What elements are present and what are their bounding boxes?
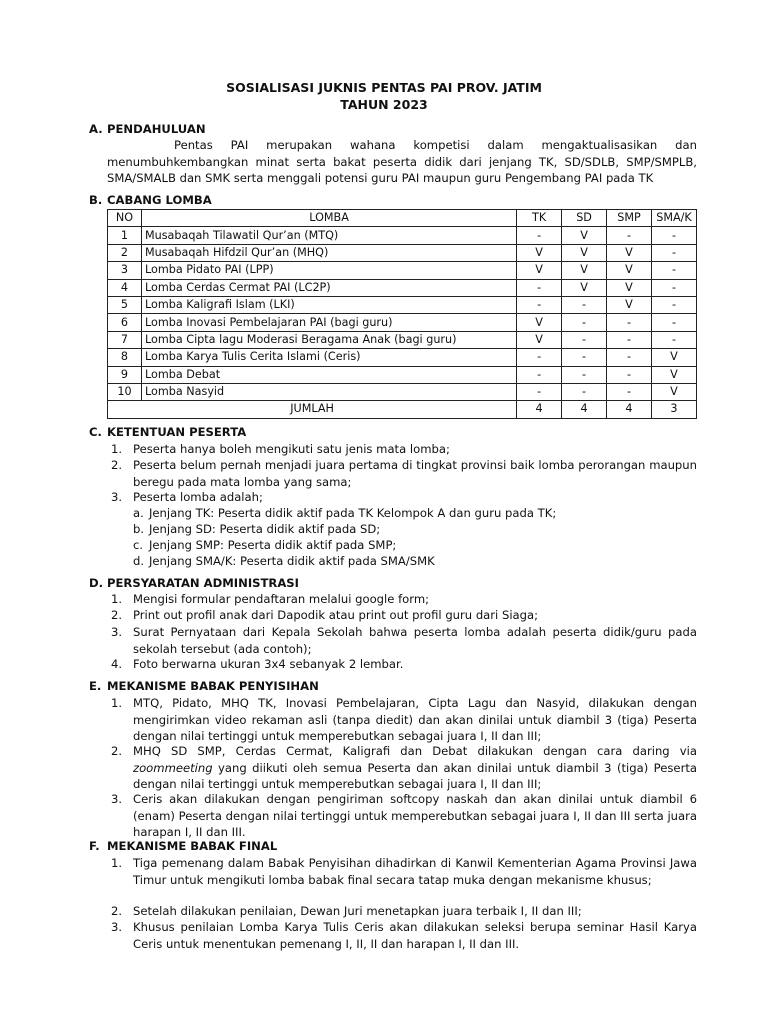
sub-list-item bbox=[133, 521, 693, 538]
list-item-text: Mengisi formular pendaftaran melalui google form; bbox=[133, 592, 430, 606]
row-sd: - bbox=[562, 296, 607, 313]
sub-list-item-text: Jenjang SD: Peserta didik aktif pada SD; bbox=[149, 522, 381, 536]
total-sd: 4 bbox=[562, 401, 607, 418]
row-smp: V bbox=[607, 262, 652, 279]
list-item bbox=[111, 791, 697, 841]
list-item bbox=[111, 624, 697, 657]
row-number: 10 bbox=[108, 383, 142, 400]
row-smp: - bbox=[607, 366, 652, 383]
row-tk: V bbox=[517, 244, 562, 261]
list-item-number: 2. bbox=[111, 458, 123, 472]
list-item bbox=[111, 855, 697, 888]
list-item bbox=[111, 591, 697, 608]
col-header-sma: SMA/K bbox=[651, 210, 696, 227]
row-smp: - bbox=[607, 383, 652, 400]
section-e-title: MEKANISME BABAK PENYISIHAN bbox=[107, 679, 319, 693]
row-smp: V bbox=[607, 244, 652, 261]
list-item-text: Setelah dilakukan penilaian, Dewan Juri menetapkan juara terbaik I, II dan III; bbox=[133, 904, 582, 918]
row-sd: - bbox=[562, 314, 607, 331]
list-item-text: Tiga pemenang dalam Babak Penyisihan dihadirkan di Kanwil Kementerian Agama Provinsi Jawa Timur untuk mengikuti lomba babak final secara tatap muka dengan mekanisme khusus; bbox=[133, 856, 697, 887]
table-header-row bbox=[108, 210, 697, 227]
row-smp: - bbox=[607, 349, 652, 366]
table-row bbox=[108, 262, 697, 279]
total-smp: 4 bbox=[607, 401, 652, 418]
lomba-table bbox=[107, 209, 697, 419]
list-item-text: Peserta belum pernah menjadi juara pertama di tingkat provinsi baik lomba perorangan maupun beregu pada mata lomba yang sama; bbox=[133, 458, 697, 489]
total-tk: 4 bbox=[517, 401, 562, 418]
section-a-title: PENDAHULUAN bbox=[107, 122, 206, 136]
list-item-number: 3. bbox=[111, 625, 123, 639]
row-number: 4 bbox=[108, 279, 142, 296]
list-item-text: Ceris akan dilakukan dengan pengiriman softcopy naskah dan akan dinilai untuk diambil 6 (enam) Peserta dengan nilai tertinggi untuk memperebutkan sebagai juara I, II dan III serta juara harapan I, II dan III. bbox=[133, 792, 697, 839]
list-item-text: MTQ, Pidato, MHQ TK, Inovasi Pembelajaran, Cipta Lagu dan Nasyid, dilakukan dengan mengirimkan video rekaman asli (tanpa diedit) dan akan dinilai untuk diambil 3 (tiga) Peserta dengan nilai tertinggi untuk memperebutkan sebagai juara I, II dan III; bbox=[133, 696, 697, 743]
row-tk: - bbox=[517, 383, 562, 400]
row-tk: - bbox=[517, 349, 562, 366]
row-sma: V bbox=[651, 366, 696, 383]
row-smp: - bbox=[607, 227, 652, 244]
row-lomba: Musabaqah Tilawatil Qur’an (MTQ) bbox=[141, 227, 516, 244]
list-item bbox=[111, 919, 697, 952]
list-item bbox=[111, 695, 697, 745]
table-row bbox=[108, 349, 697, 366]
section-d-heading bbox=[89, 575, 299, 592]
row-number: 8 bbox=[108, 349, 142, 366]
table-row bbox=[108, 296, 697, 313]
list-item-text bbox=[133, 743, 697, 793]
row-sma: - bbox=[651, 244, 696, 261]
row-sd: V bbox=[562, 262, 607, 279]
list-item bbox=[111, 656, 697, 673]
doc-year: TAHUN 2023 bbox=[340, 97, 428, 112]
section-a-heading bbox=[89, 121, 206, 138]
list-item bbox=[111, 743, 697, 793]
list-item-text-part: yang diikuti oleh semua Peserta dan akan dinilai untuk diambil 3 (tiga) Peserta dengan nilai tertinggi untuk memperebutkan sebagai juara I, II dan III; bbox=[133, 760, 697, 791]
row-sma: - bbox=[651, 314, 696, 331]
list-item-text-italic: zoommeeting bbox=[133, 760, 213, 775]
list-item-number: 1. bbox=[111, 856, 123, 870]
row-number: 5 bbox=[108, 296, 142, 313]
sub-list-item-text: Jenjang SMA/K: Peserta didik aktif pada SMA/SMK bbox=[149, 554, 435, 568]
section-c-key: C. bbox=[89, 425, 102, 439]
list-item bbox=[111, 457, 697, 490]
table-row bbox=[108, 366, 697, 383]
row-tk: - bbox=[517, 279, 562, 296]
total-label: JUMLAH bbox=[108, 401, 517, 418]
list-item-number: 3. bbox=[111, 920, 123, 934]
list-item-text: Surat Pernyataan dari Kepala Sekolah bahwa peserta lomba adalah peserta didik/guru pada sekolah tersebut (ada contoh); bbox=[133, 625, 697, 656]
list-item bbox=[111, 607, 697, 624]
row-tk: V bbox=[517, 331, 562, 348]
list-item-number: 1. bbox=[111, 696, 123, 710]
row-sma: - bbox=[651, 262, 696, 279]
row-lomba: Lomba Cipta lagu Moderasi Beragama Anak (bagi guru) bbox=[141, 331, 516, 348]
list-item bbox=[111, 441, 697, 458]
row-sma: - bbox=[651, 296, 696, 313]
list-item-number: 1. bbox=[111, 442, 123, 456]
list-item-number: 1. bbox=[111, 592, 123, 606]
section-f-title: MEKANISME BABAK FINAL bbox=[107, 839, 278, 853]
row-number: 9 bbox=[108, 366, 142, 383]
row-sma: - bbox=[651, 279, 696, 296]
list-item-text: Print out profil anak dari Dapodik atau print out profil guru dari Siaga; bbox=[133, 608, 539, 622]
col-header-tk: TK bbox=[517, 210, 562, 227]
list-item-number: 2. bbox=[111, 608, 123, 622]
list-item-number: 4. bbox=[111, 657, 123, 671]
row-lomba: Lomba Cerdas Cermat PAI (LC2P) bbox=[141, 279, 516, 296]
row-sma: - bbox=[651, 331, 696, 348]
list-item bbox=[111, 489, 697, 506]
table-total-row bbox=[108, 401, 697, 418]
col-header-smp: SMP bbox=[607, 210, 652, 227]
row-sd: V bbox=[562, 279, 607, 296]
table-row bbox=[108, 331, 697, 348]
row-smp: - bbox=[607, 314, 652, 331]
list-item-text: Peserta hanya boleh mengikuti satu jenis mata lomba; bbox=[133, 442, 450, 456]
section-f-heading bbox=[89, 838, 277, 855]
row-lomba: Musabaqah Hifdzil Qur’an (MHQ) bbox=[141, 244, 516, 261]
row-sma: - bbox=[651, 227, 696, 244]
row-sd: - bbox=[562, 383, 607, 400]
row-tk: - bbox=[517, 296, 562, 313]
section-f-key: F. bbox=[89, 839, 100, 853]
table-row bbox=[108, 383, 697, 400]
row-sd: - bbox=[562, 349, 607, 366]
col-header-no: NO bbox=[108, 210, 142, 227]
sub-list-item-letter: b. bbox=[133, 522, 145, 536]
row-sd: - bbox=[562, 331, 607, 348]
section-c-heading bbox=[89, 424, 246, 441]
row-smp: V bbox=[607, 296, 652, 313]
sub-list-item bbox=[133, 553, 693, 570]
row-smp: - bbox=[607, 331, 652, 348]
table-row bbox=[108, 279, 697, 296]
list-item-text: Peserta lomba adalah; bbox=[133, 490, 263, 504]
list-item-number: 2. bbox=[111, 744, 123, 758]
list-item-text: Khusus penilaian Lomba Karya Tulis Ceris akan dilakukan seleksi berupa seminar Hasil Karya Ceris untuk menentukan pemenang I, II, II dan harapan I, II dan III. bbox=[133, 920, 697, 951]
row-tk: - bbox=[517, 366, 562, 383]
col-header-sd: SD bbox=[562, 210, 607, 227]
row-lomba: Lomba Karya Tulis Cerita Islami (Ceris) bbox=[141, 349, 516, 366]
table-row bbox=[108, 314, 697, 331]
section-a-key: A. bbox=[89, 122, 103, 136]
doc-title: SOSIALISASI JUKNIS PENTAS PAI PROV. JATIM bbox=[226, 80, 542, 95]
row-sd: V bbox=[562, 244, 607, 261]
table-row bbox=[108, 227, 697, 244]
sub-list-item bbox=[133, 505, 693, 522]
section-a-paragraph: Pentas PAI merupakan wahana kompetisi dalam mengaktualisasikan dan menumbuhkembangkan minat serta bakat peserta didik dari jenjang TK, SD/SDLB, SMP/SMPLB, SMA/SMALB dan SMK serta menggali potensi guru PAI maupun guru Pengembang PAI pada TK bbox=[107, 138, 697, 185]
row-number: 3 bbox=[108, 262, 142, 279]
row-lomba: Lomba Kaligrafi Islam (LKI) bbox=[141, 296, 516, 313]
list-item bbox=[111, 903, 697, 920]
sub-list-item-text: Jenjang SMP: Peserta didik aktif pada SMP; bbox=[149, 538, 397, 552]
total-sma: 3 bbox=[651, 401, 696, 418]
row-number: 6 bbox=[108, 314, 142, 331]
row-lomba: Lomba Pidato PAI (LPP) bbox=[141, 262, 516, 279]
section-b-heading bbox=[89, 192, 212, 209]
table-row bbox=[108, 244, 697, 261]
list-item-text-part: MHQ SD SMP, Cerdas Cermat, Kaligrafi dan Debat dilakukan dengan cara daring via bbox=[133, 744, 697, 758]
sub-list-item bbox=[133, 537, 693, 554]
section-d-title: PERSYARATAN ADMINISTRASI bbox=[107, 576, 299, 590]
row-number: 7 bbox=[108, 331, 142, 348]
sub-list-item-letter: c. bbox=[133, 538, 144, 552]
list-item-number: 3. bbox=[111, 792, 123, 806]
row-tk: V bbox=[517, 262, 562, 279]
row-sma: V bbox=[651, 349, 696, 366]
list-item-text: Foto berwarna ukuran 3x4 sebanyak 2 lembar. bbox=[133, 657, 404, 671]
row-smp: V bbox=[607, 279, 652, 296]
section-e-heading bbox=[89, 678, 319, 695]
row-lomba: Lomba Debat bbox=[141, 366, 516, 383]
sub-list-item-text: Jenjang TK: Peserta didik aktif pada TK Kelompok A dan guru pada TK; bbox=[149, 506, 557, 520]
sub-list-item-letter: a. bbox=[133, 506, 144, 520]
row-sd: V bbox=[562, 227, 607, 244]
row-tk: V bbox=[517, 314, 562, 331]
row-tk: - bbox=[517, 227, 562, 244]
row-lomba: Lomba Inovasi Pembelajaran PAI (bagi guru) bbox=[141, 314, 516, 331]
row-lomba: Lomba Nasyid bbox=[141, 383, 516, 400]
row-sd: - bbox=[562, 366, 607, 383]
row-number: 2 bbox=[108, 244, 142, 261]
section-e-key: E. bbox=[89, 679, 102, 693]
row-number: 1 bbox=[108, 227, 142, 244]
sub-list-item-letter: d. bbox=[133, 554, 145, 568]
section-b-title: CABANG LOMBA bbox=[107, 193, 212, 207]
section-d-key: D. bbox=[89, 576, 104, 590]
list-item-number: 3. bbox=[111, 490, 123, 504]
section-b-key: B. bbox=[89, 193, 103, 207]
row-sma: V bbox=[651, 383, 696, 400]
col-header-lomba: LOMBA bbox=[141, 210, 516, 227]
list-item-number: 2. bbox=[111, 904, 123, 918]
section-c-title: KETENTUAN PESERTA bbox=[107, 425, 247, 439]
